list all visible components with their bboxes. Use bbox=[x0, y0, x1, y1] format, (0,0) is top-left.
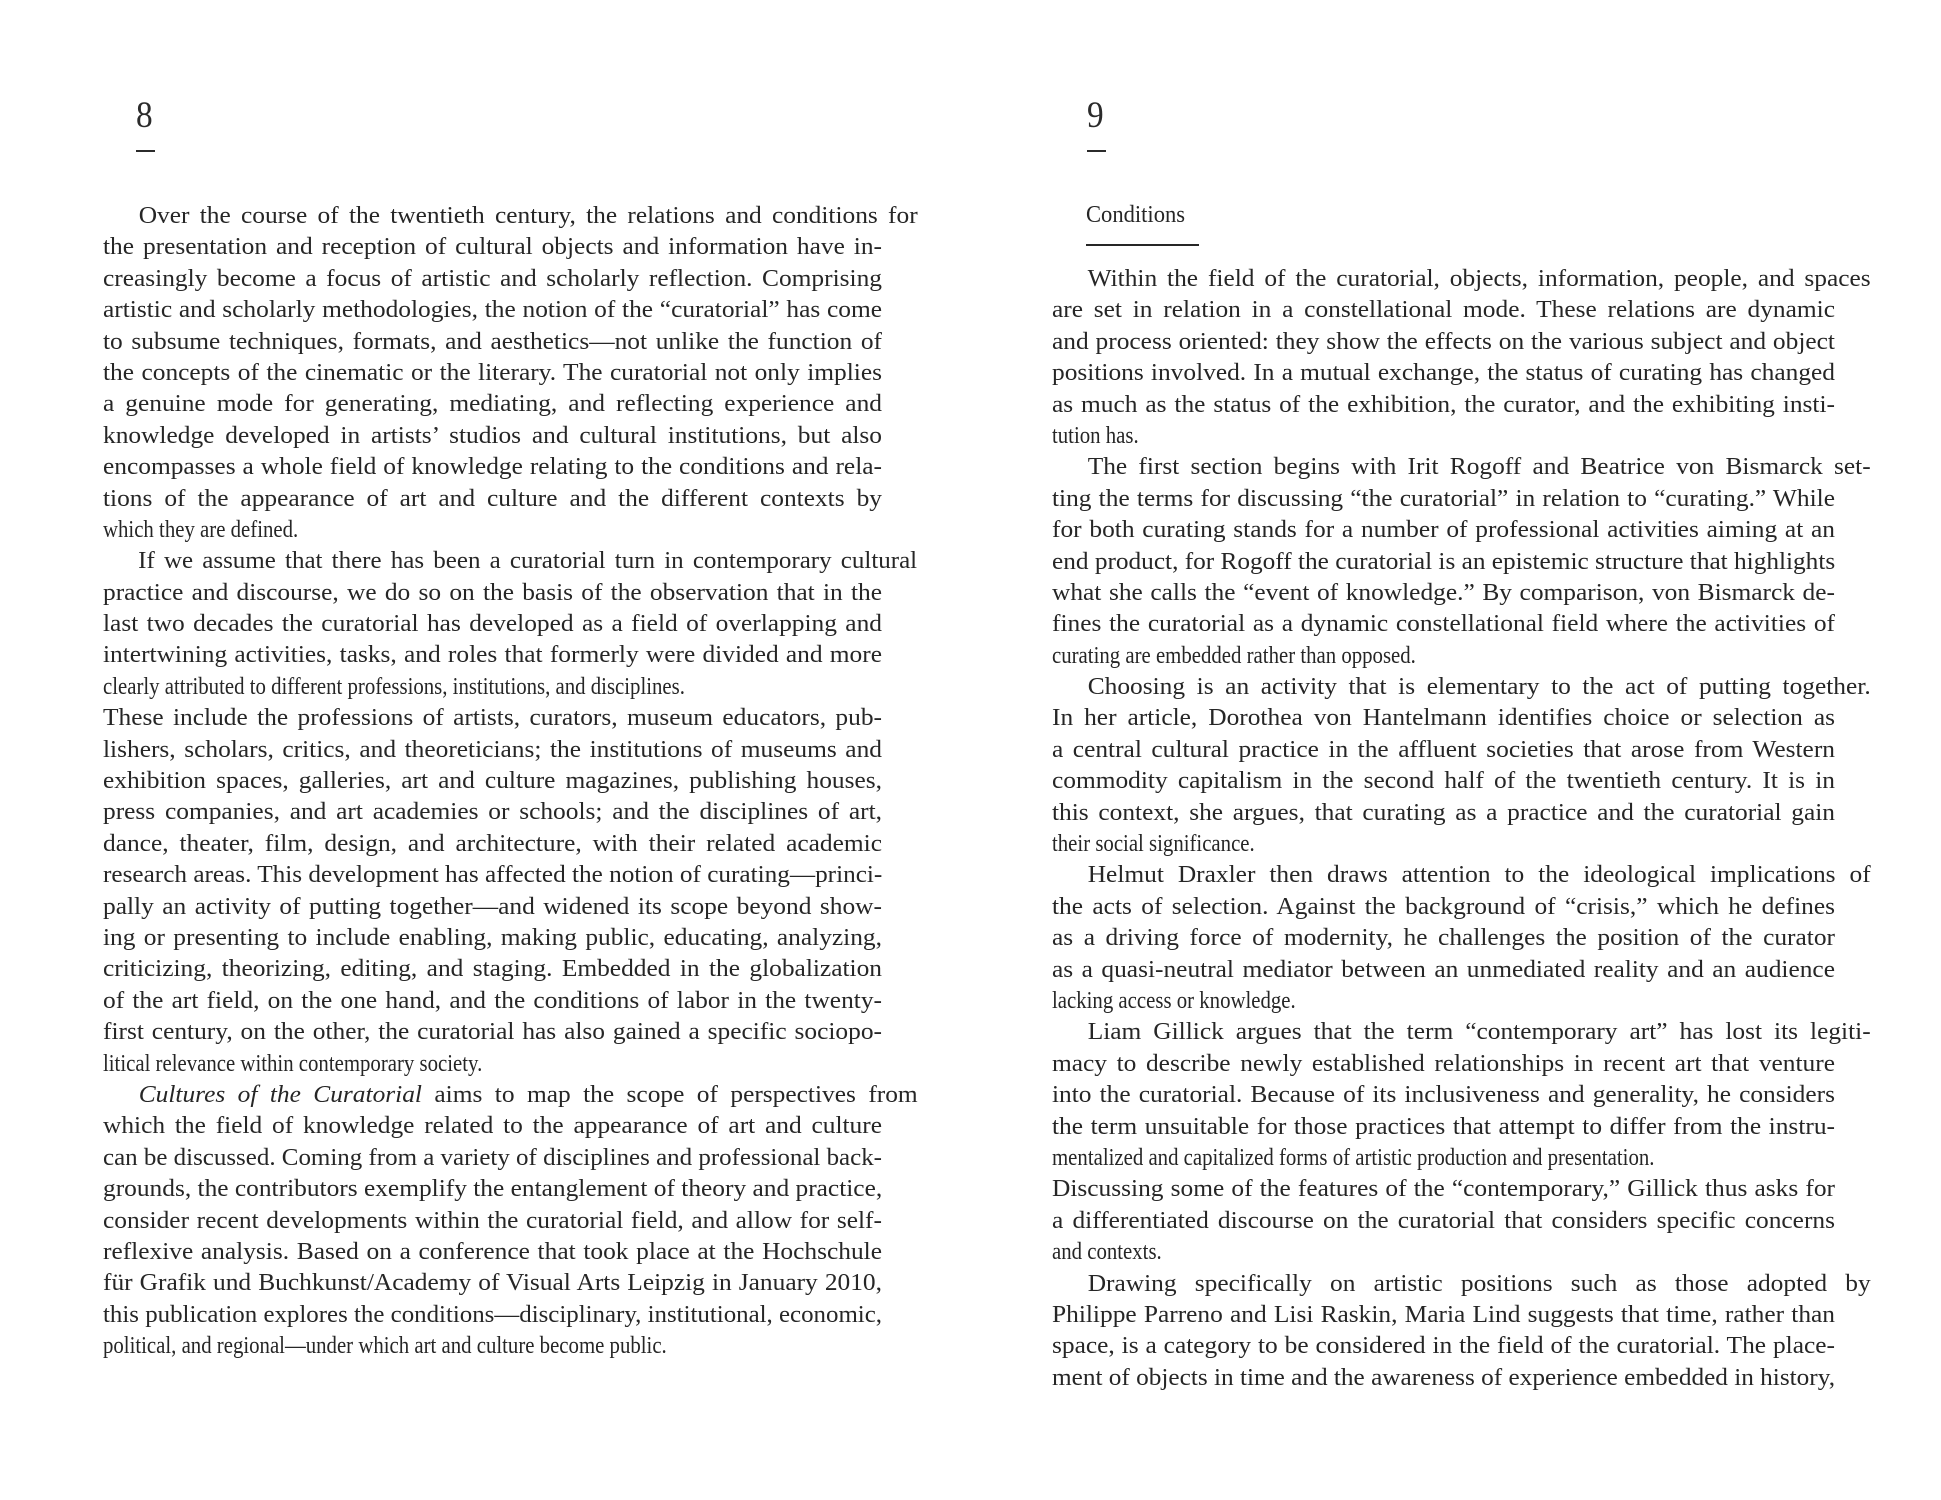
text-line: the term unsuitable for those practices that attempt to differ from the instru- bbox=[1052, 1112, 1835, 1140]
page-number-rule bbox=[136, 150, 155, 152]
text-line: research areas. This development has affected the notion of curating—princi- bbox=[103, 861, 883, 889]
text-line: Within the field of the curatorial, objects, information, people, and spaces bbox=[1087, 265, 1871, 292]
text-line: pally an activity of putting together—and widened its scope beyond show- bbox=[103, 892, 882, 920]
text-line: and contexts. bbox=[1052, 1238, 1162, 1266]
text-line: which the field of knowledge related to the appearance of art and culture bbox=[103, 1112, 882, 1140]
text-line: what she calls the “event of knowledge.” By comparison, von Bismarck de- bbox=[1052, 578, 1835, 606]
text-line: end product, for Rogoff the curatorial is an epistemic structure that highlights bbox=[1052, 547, 1836, 575]
text-line: which they are defined. bbox=[103, 515, 299, 543]
text-line: the concepts of the cinematic or the literary. The curatorial not only implies bbox=[103, 358, 882, 386]
text-line: political, and regional—under which art and culture become public. bbox=[103, 1332, 667, 1360]
text-line: ting the terms for discussing “the curatorial” in relation to “curating.” While bbox=[1052, 484, 1835, 512]
text-line: Philippe Parreno and Lisi Raskin, Maria Lind suggests that time, rather than bbox=[1052, 1300, 1835, 1328]
text-line: practice and discourse, we do so on the basis of the observation that in the bbox=[103, 578, 882, 606]
text-line: to subsume techniques, formats, and aesthetics—not unlike the function of bbox=[103, 327, 882, 355]
text-line: a differentiated discourse on the curatorial that considers specific concerns bbox=[1052, 1206, 1835, 1234]
text-line: tution has. bbox=[1052, 421, 1139, 449]
text-line: für Grafik und Buchkunst/Academy of Visual Arts Leipzig in January 2010, bbox=[103, 1269, 882, 1297]
text-line: Over the course of the twentieth century, the relations and conditions for bbox=[138, 202, 918, 229]
text-line: first century, on the other, the curatorial has also gained a specific sociopo- bbox=[103, 1018, 882, 1046]
text-line: lishers, scholars, critics, and theoreticians; the institutions of museums and bbox=[103, 735, 882, 763]
text-line: fines the curatorial as a dynamic constellational field where the activities of bbox=[1052, 610, 1835, 638]
text-line: intertwining activities, tasks, and roles that formerly were divided and more bbox=[103, 641, 882, 669]
text-line: last two decades the curatorial has developed as a field of overlapping and bbox=[103, 610, 882, 638]
text-line: of the art field, on the one hand, and the conditions of labor in the twenty- bbox=[103, 986, 882, 1014]
text-line: a genuine mode for generating, mediating, and reflecting experience and bbox=[103, 390, 882, 418]
text-line: space, is a category to be considered in the field of the curatorial. The place- bbox=[1052, 1332, 1835, 1360]
body-text-column bbox=[103, 200, 918, 1361]
text-line: into the curatorial. Because of its inclusiveness and generality, he considers bbox=[1052, 1081, 1835, 1109]
text-line: positions involved. In a mutual exchange, the status of curating has changed bbox=[1052, 359, 1835, 387]
text-line: reflexive analysis. Based on a conference that took place at the Hochschule bbox=[103, 1237, 882, 1265]
left-page bbox=[0, 0, 970, 1500]
text-line: can be discussed. Coming from a variety of disciplines and professional back- bbox=[103, 1143, 882, 1171]
text-line: litical relevance within contemporary society. bbox=[103, 1049, 483, 1077]
body-text-column bbox=[1052, 263, 1871, 1393]
text-line: are set in relation in a constellational mode. These relations are dynamic bbox=[1052, 296, 1835, 324]
text-line: The first section begins with Irit Rogoff and Beatrice von Bismarck set- bbox=[1087, 453, 1871, 481]
text-line: tions of the appearance of art and culture and the different contexts by bbox=[103, 484, 882, 512]
text-line: Liam Gillick argues that the term “contemporary art” has lost its legiti- bbox=[1087, 1018, 1871, 1046]
section-heading: Conditions bbox=[1086, 202, 1186, 228]
text-line: lacking access or knowledge. bbox=[1052, 986, 1296, 1014]
text-line-rest: aims to map the scope of perspectives from bbox=[421, 1080, 918, 1108]
text-line: the acts of selection. Against the background of “crisis,” which he defines bbox=[1052, 892, 1835, 920]
text-line: artistic and scholarly methodologies, the notion of the “curatorial” has come bbox=[103, 296, 882, 324]
text-line: as much as the status of the exhibition, the curator, and the exhibiting insti- bbox=[1052, 390, 1835, 418]
page-number: 8 bbox=[136, 95, 153, 136]
text-line: creasingly become a focus of artistic and scholarly reflection. Comprising bbox=[103, 264, 882, 292]
text-line: this context, she argues, that curating as a practice and the curatorial gain bbox=[1052, 798, 1835, 826]
text-line: macy to describe newly established relationships in recent art that venture bbox=[1052, 1049, 1835, 1077]
text-line: exhibition spaces, galleries, art and culture magazines, publishing houses, bbox=[103, 767, 882, 795]
text-line: consider recent developments within the curatorial field, and allow for self- bbox=[103, 1206, 882, 1234]
page-number-rule bbox=[1087, 150, 1106, 152]
text-line: a central cultural practice in the affluent societies that arose from Western bbox=[1052, 735, 1835, 763]
section-heading-rule bbox=[1086, 244, 1199, 246]
text-line: encompasses a whole field of knowledge relating to the conditions and rela- bbox=[103, 453, 882, 481]
right-page bbox=[970, 0, 1941, 1500]
text-line: this publication explores the conditions—disciplinary, institutional, economic, bbox=[103, 1300, 882, 1328]
text-line: If we assume that there has been a curatorial turn in contemporary cultural bbox=[138, 547, 918, 575]
text-line: Choosing is an activity that is elementary to the act of putting together. bbox=[1087, 673, 1871, 701]
text-line: mentalized and capitalized forms of artistic production and presentation. bbox=[1052, 1143, 1655, 1171]
text-line: criticizing, theorizing, editing, and staging. Embedded in the globalization bbox=[103, 955, 882, 983]
text-line: press companies, and art academies or schools; and the disciplines of art, bbox=[103, 798, 882, 826]
text-line: curating are embedded rather than opposed. bbox=[1052, 641, 1416, 669]
text-line: and process oriented: they show the effects on the various subject and object bbox=[1052, 327, 1835, 355]
text-line: as a driving force of modernity, he challenges the position of the curator bbox=[1052, 924, 1835, 952]
text-line: for both curating stands for a number of professional activities aiming at an bbox=[1052, 516, 1835, 544]
text-line: Helmut Draxler then draws attention to the ideological implications of bbox=[1087, 861, 1871, 889]
book-title: Cultures of the Curatorial bbox=[138, 1080, 422, 1108]
text-line: ing or presenting to include enabling, making public, educating, analyzing, bbox=[103, 923, 882, 951]
text-line: clearly attributed to different professions, institutions, and disciplines. bbox=[103, 672, 685, 700]
text-line: commodity capitalism in the second half of the twentieth century. It is in bbox=[1052, 767, 1835, 795]
text-line: ment of objects in time and the awareness of experience embedded in history, bbox=[1052, 1363, 1836, 1391]
text-line: as a quasi-neutral mediator between an unmediated reality and an audience bbox=[1052, 955, 1835, 983]
text-line: In her article, Dorothea von Hantelmann identifies choice or selection as bbox=[1052, 704, 1835, 732]
text-line bbox=[103, 1079, 918, 1110]
text-line: Drawing specifically on artistic positions such as those adopted by bbox=[1087, 1269, 1871, 1297]
text-line: grounds, the contributors exemplify the entanglement of theory and practice, bbox=[103, 1175, 883, 1203]
page-number: 9 bbox=[1087, 95, 1104, 136]
text-line: These include the professions of artists, curators, museum educators, pub- bbox=[103, 704, 882, 732]
text-line: their social significance. bbox=[1052, 830, 1255, 858]
text-line: dance, theater, film, design, and architecture, with their related academic bbox=[103, 829, 882, 857]
text-line: Discussing some of the features of the “contemporary,” Gillick thus asks for bbox=[1052, 1175, 1835, 1203]
text-line: the presentation and reception of cultural objects and information have in- bbox=[103, 233, 882, 261]
text-line: knowledge developed in artists’ studios and cultural institutions, but also bbox=[103, 421, 882, 449]
